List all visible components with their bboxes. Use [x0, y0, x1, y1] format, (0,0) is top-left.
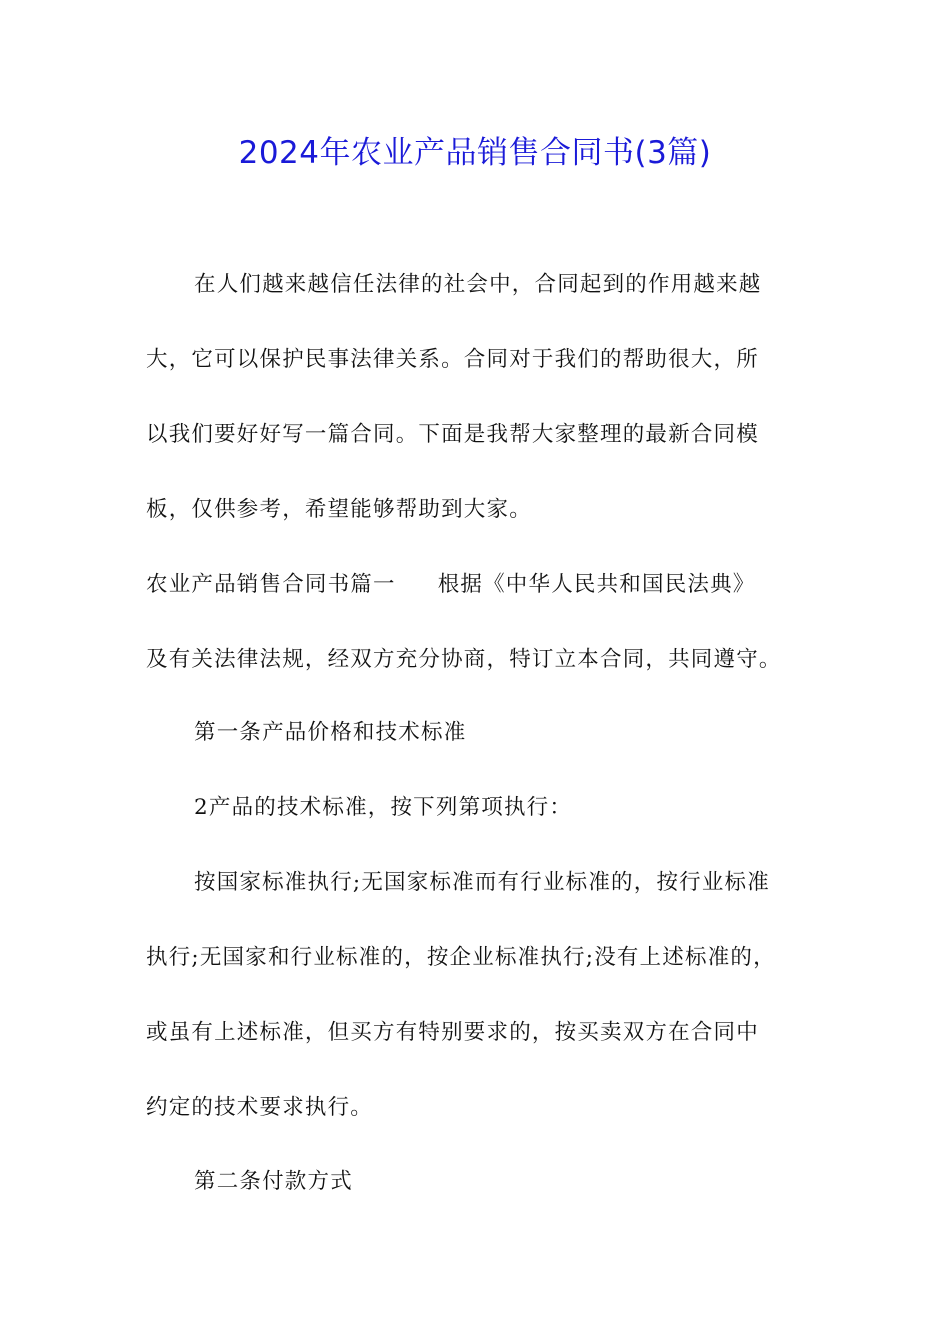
- document-title: 2024年农业产品销售合同书(3篇): [238, 135, 712, 171]
- paragraph-intro-line-3: 以我们要好好写一篇合同。下面是我帮大家整理的最新合同模: [146, 422, 759, 447]
- paragraph-intro-line-4: 板，仅供参考，希望能够帮助到大家。: [146, 497, 532, 522]
- paragraph-line: 及有关法律法规，经双方充分协商，特订立本合同，共同遵守。: [146, 647, 782, 672]
- section-lead-text: 根据《中华人民共和国民法典》: [437, 572, 756, 597]
- section-heading: 农业产品销售合同书篇一: [146, 572, 396, 597]
- article-1-item-2: 2产品的技术标准，按下列第项执行：: [194, 795, 573, 820]
- article-1-heading: 第一条产品价格和技术标准: [194, 720, 467, 745]
- section-heading-line: [146, 570, 826, 600]
- article-2-heading: 第二条付款方式: [194, 1169, 353, 1194]
- paragraph-intro-line-1: 在人们越来越信任法律的社会中，合同起到的作用越来越: [194, 272, 762, 297]
- standard-paragraph-line-2: 执行;无国家和行业标准的，按企业标准执行;没有上述标准的，: [146, 945, 776, 970]
- paragraph-intro-line-2: 大，它可以保护民事法律关系。合同对于我们的帮助很大，所: [146, 347, 759, 372]
- standard-paragraph-line-4: 约定的技术要求执行。: [146, 1095, 374, 1120]
- standard-paragraph-line-3: 或虽有上述标准，但买方有特别要求的，按买卖双方在合同中: [146, 1020, 759, 1045]
- standard-paragraph-line-1: 按国家标准执行;无国家标准而有行业标准的，按行业标准: [194, 870, 770, 895]
